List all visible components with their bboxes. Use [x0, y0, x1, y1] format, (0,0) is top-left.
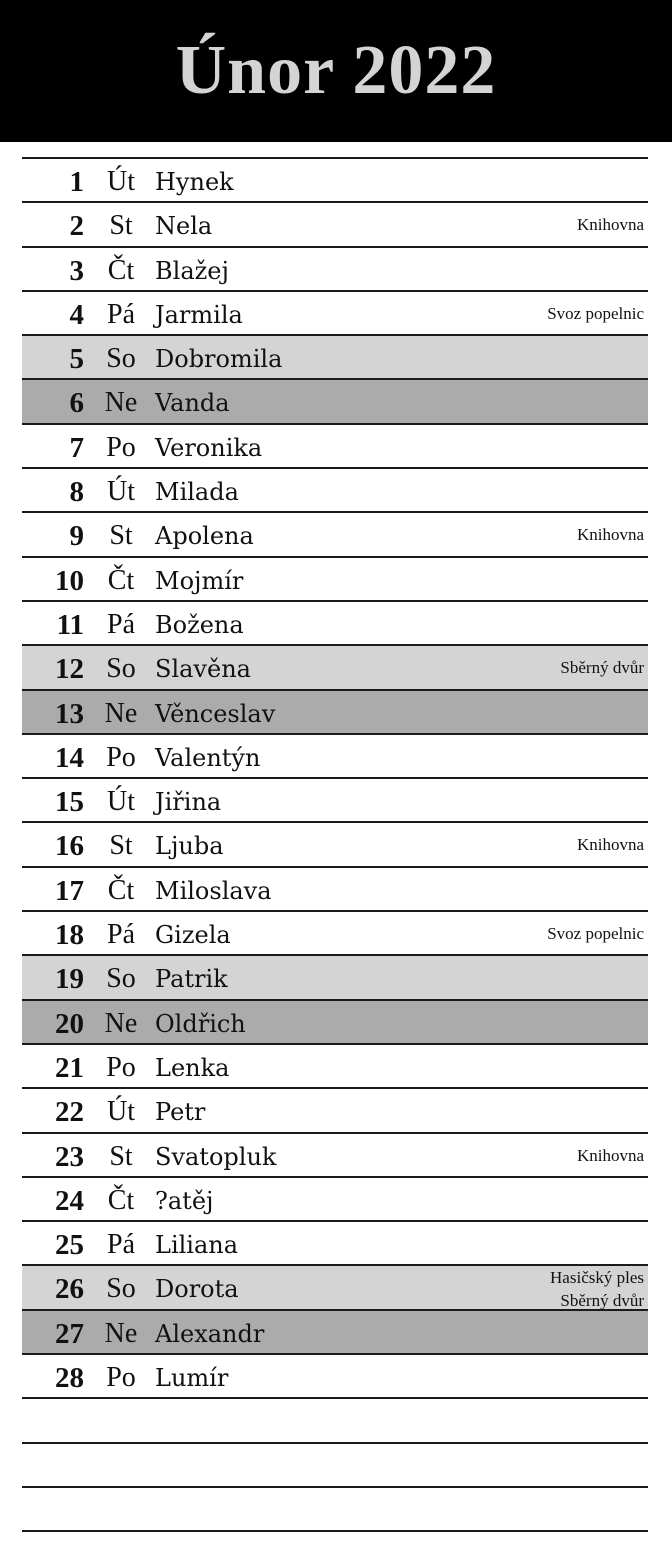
- name-day: Milada: [155, 478, 239, 507]
- name-day: Hynek: [155, 168, 234, 196]
- day-row: [22, 691, 648, 735]
- name-day: Jarmila: [155, 300, 243, 329]
- day-row: [22, 1311, 648, 1355]
- name-day: Apolena: [155, 522, 254, 551]
- day-of-week: St: [109, 1140, 133, 1172]
- event-note-line: Knihovna: [576, 1145, 644, 1165]
- day-of-week: Čt: [107, 564, 135, 596]
- day-number: 17: [55, 874, 84, 907]
- day-of-week: Po: [106, 1051, 136, 1083]
- day-of-week: Út: [107, 786, 135, 818]
- day-number: 7: [69, 431, 84, 464]
- name-day: Gizela: [155, 921, 231, 950]
- name-day: Věnceslav: [155, 699, 276, 728]
- name-day: Ljuba: [155, 832, 224, 861]
- event-note-line: Knihovna: [576, 835, 644, 855]
- day-number: 4: [69, 298, 84, 331]
- day-of-week: So: [106, 653, 136, 685]
- day-of-week: Čt: [107, 874, 135, 906]
- day-row: [22, 513, 648, 557]
- event-note-line: Svoz popelnic: [547, 303, 644, 323]
- day-of-week: So: [106, 1273, 136, 1305]
- day-row: [22, 602, 648, 646]
- name-day: Lumír: [155, 1364, 229, 1393]
- day-of-week: St: [109, 830, 133, 862]
- day-row: [22, 1355, 648, 1399]
- day-row: [22, 336, 648, 380]
- name-day: Blažej: [155, 256, 229, 285]
- name-day: Lenka: [155, 1053, 230, 1082]
- event-note: [560, 646, 644, 690]
- day-of-week: Po: [106, 431, 136, 463]
- day-number: 28: [55, 1362, 84, 1395]
- day-of-week: Út: [107, 1096, 135, 1128]
- name-day: Valentýn: [155, 743, 261, 772]
- day-number: 11: [56, 608, 84, 641]
- day-of-week: Pá: [107, 919, 135, 951]
- day-row: [22, 868, 648, 912]
- month-header: [0, 0, 672, 142]
- name-day: Vanda: [155, 389, 230, 418]
- empty-row: [22, 1444, 648, 1488]
- day-row: [22, 1089, 648, 1133]
- day-number: 21: [55, 1051, 84, 1084]
- day-of-week: Po: [106, 741, 136, 773]
- day-number: 27: [55, 1317, 84, 1350]
- day-number: 20: [55, 1007, 84, 1040]
- name-day: Dobromila: [155, 345, 283, 374]
- name-day: Nela: [155, 212, 213, 241]
- day-of-week: Čt: [107, 1184, 135, 1216]
- name-day: Liliana: [155, 1231, 239, 1260]
- event-note: [577, 1134, 644, 1178]
- calendar-table: [22, 157, 648, 1532]
- event-note: [577, 203, 644, 247]
- name-day: Patrik: [155, 965, 228, 994]
- day-row: [22, 1134, 648, 1178]
- name-day: Oldřich: [155, 1009, 246, 1038]
- day-row: [22, 912, 648, 956]
- day-row: [22, 1266, 648, 1310]
- event-note-line: Svoz popelnic: [547, 924, 644, 944]
- day-number: 3: [69, 254, 84, 287]
- day-number: 13: [55, 697, 84, 730]
- day-row: [22, 203, 648, 247]
- name-day: ?atěj: [155, 1186, 214, 1215]
- day-row: [22, 292, 648, 336]
- event-note: [577, 513, 644, 557]
- name-day: Petr: [155, 1098, 206, 1127]
- day-row: [22, 1001, 648, 1045]
- day-number: 1: [69, 166, 84, 198]
- event-note: [577, 823, 644, 867]
- day-number: 22: [55, 1096, 84, 1129]
- day-number: 18: [55, 919, 84, 952]
- day-of-week: Ne: [104, 1007, 138, 1039]
- empty-row: [22, 1399, 648, 1443]
- page-title: Únor 2022: [175, 32, 497, 109]
- event-note: [547, 292, 644, 336]
- day-row: [22, 159, 648, 203]
- day-row: [22, 735, 648, 779]
- day-row: [22, 1178, 648, 1222]
- day-row: [22, 1045, 648, 1089]
- day-of-week: Ne: [104, 697, 138, 729]
- day-row: [22, 380, 648, 424]
- day-of-week: Pá: [107, 1229, 135, 1261]
- day-number: 15: [55, 786, 84, 819]
- day-of-week: Ne: [104, 387, 138, 419]
- name-day: Slavěna: [155, 655, 251, 684]
- day-of-week: Čt: [107, 254, 135, 286]
- day-of-week: Pá: [107, 608, 135, 640]
- name-day: Jiřina: [155, 788, 222, 817]
- day-of-week: Út: [107, 166, 135, 197]
- name-day: Alexandr: [155, 1319, 265, 1348]
- name-day: Mojmír: [155, 566, 244, 595]
- day-of-week: So: [106, 343, 136, 375]
- day-number: 19: [55, 963, 84, 996]
- empty-row: [22, 1488, 648, 1532]
- day-number: 2: [69, 210, 84, 243]
- day-row: [22, 823, 648, 867]
- day-row: [22, 469, 648, 513]
- event-note-line: Hasičský ples: [550, 1268, 644, 1288]
- event-note-line: Knihovna: [576, 525, 644, 545]
- day-row: [22, 779, 648, 823]
- day-number: 6: [69, 387, 84, 420]
- day-of-week: Út: [107, 476, 135, 508]
- day-of-week: St: [109, 210, 133, 242]
- day-number: 16: [55, 830, 84, 863]
- day-row: [22, 956, 648, 1000]
- day-of-week: Ne: [104, 1317, 138, 1349]
- day-number: 8: [69, 476, 84, 509]
- day-of-week: Po: [106, 1362, 136, 1394]
- day-number: 25: [55, 1229, 84, 1262]
- name-day: Veronika: [155, 433, 263, 462]
- event-note-line: Sběrný dvůr: [560, 1291, 644, 1311]
- day-row: [22, 646, 648, 690]
- day-number: 23: [55, 1140, 84, 1173]
- day-number: 24: [55, 1184, 84, 1217]
- day-number: 9: [69, 520, 84, 553]
- day-row: [22, 558, 648, 602]
- day-number: 12: [55, 653, 84, 686]
- name-day: Dorota: [155, 1275, 239, 1304]
- day-number: 14: [55, 741, 84, 774]
- day-row: [22, 248, 648, 292]
- name-day: Miloslava: [155, 876, 272, 905]
- name-day: Svatopluk: [155, 1142, 277, 1171]
- event-note: [550, 1266, 644, 1312]
- day-row: [22, 425, 648, 469]
- day-number: 26: [55, 1273, 84, 1306]
- event-note-line: Knihovna: [576, 215, 644, 235]
- day-row: [22, 1222, 648, 1266]
- day-of-week: So: [106, 963, 136, 995]
- day-number: 10: [55, 564, 84, 597]
- day-of-week: St: [109, 520, 133, 552]
- day-number: 5: [69, 343, 84, 376]
- name-day: Božena: [155, 610, 244, 639]
- day-of-week: Pá: [107, 298, 135, 330]
- event-note: [547, 912, 644, 956]
- event-note-line: Sběrný dvůr: [560, 658, 644, 678]
